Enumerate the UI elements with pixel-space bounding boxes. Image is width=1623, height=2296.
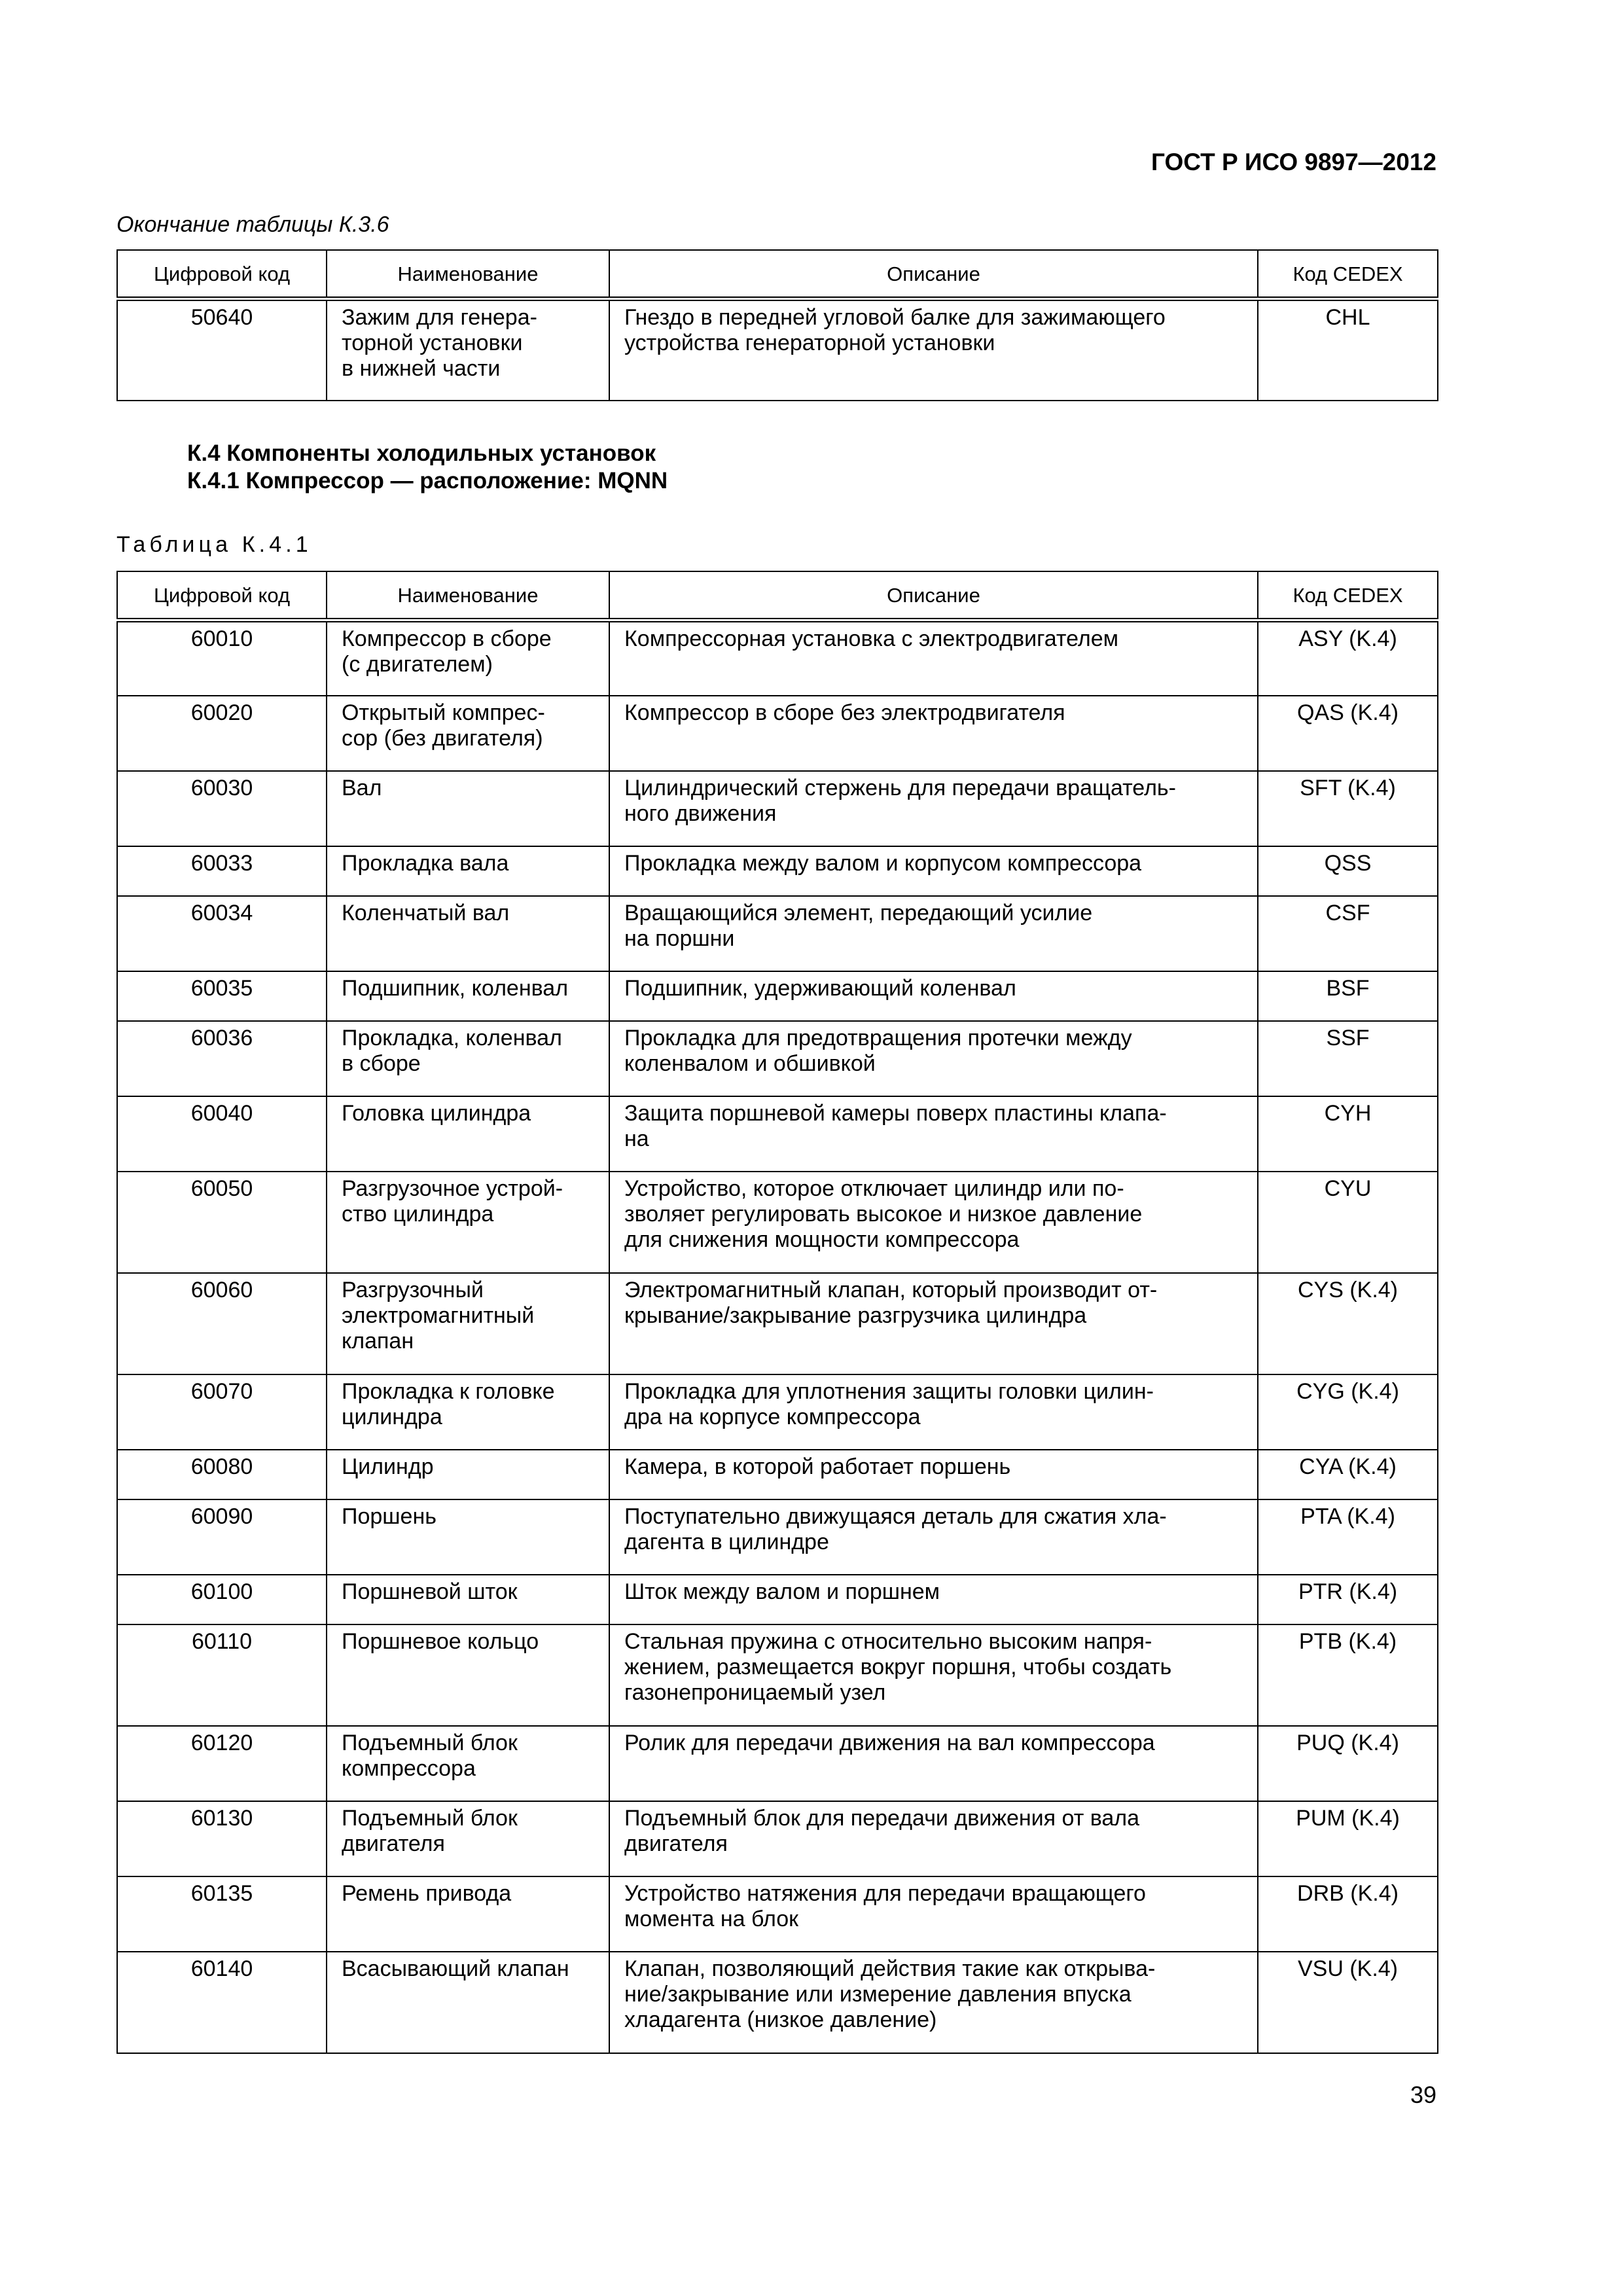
- name-line: цилиндра: [342, 1404, 442, 1429]
- cell-cedex: DRB (K.4): [1258, 1876, 1438, 1952]
- cell-cedex: PTR (K.4): [1258, 1575, 1438, 1624]
- description-line: крывание/закрывание разгрузчика цилиндра: [624, 1302, 1087, 1328]
- cell-description: [609, 696, 1258, 771]
- column-header-description: Описание: [609, 571, 1258, 620]
- name-line: Ремень привода: [342, 1880, 512, 1906]
- name-line: Разгрузочное устрой-: [342, 1175, 563, 1201]
- description-line: двигателя: [624, 1831, 728, 1856]
- description-line: Электромагнитный клапан, который производит от-: [624, 1277, 1158, 1302]
- cell-name: [327, 299, 609, 401]
- cell-cedex: PUM (K.4): [1258, 1801, 1438, 1876]
- name-line: Компрессор в сборе: [342, 626, 552, 651]
- cell-code: 60033: [117, 846, 327, 896]
- description-line: Прокладка между валом и корпусом компрессора: [624, 850, 1142, 876]
- name-line: Зажим для генера-: [342, 305, 537, 330]
- name-line: Поршень: [342, 1503, 437, 1529]
- cell-name: [327, 771, 609, 846]
- cell-code: 60090: [117, 1499, 327, 1575]
- table-row: [117, 1021, 1438, 1096]
- cell-code: 60036: [117, 1021, 327, 1096]
- column-header-code: Цифровой код: [117, 571, 327, 620]
- cell-name: [327, 1801, 609, 1876]
- cell-description: [609, 971, 1258, 1021]
- description-line: газонепроницаемый узел: [624, 1679, 886, 1705]
- table-row: [117, 1096, 1438, 1172]
- table-row: [117, 846, 1438, 896]
- cell-cedex: CYH: [1258, 1096, 1438, 1172]
- name-line: Открытый компрес-: [342, 700, 545, 725]
- name-line: в нижней части: [342, 356, 501, 381]
- cell-description: [609, 620, 1258, 696]
- section-heading: [187, 440, 668, 495]
- cell-code: 60050: [117, 1172, 327, 1273]
- cell-cedex: CYG (K.4): [1258, 1374, 1438, 1450]
- cell-cedex: CYU: [1258, 1172, 1438, 1273]
- cell-cedex: CHL: [1258, 299, 1438, 401]
- description-line: зволяет регулировать высокое и низкое давление: [624, 1201, 1143, 1227]
- column-header-cedex: Код CEDEX: [1258, 571, 1438, 620]
- table-row: [117, 1726, 1438, 1801]
- cell-name: [327, 896, 609, 971]
- cell-name: [327, 1096, 609, 1172]
- cell-description: [609, 1952, 1258, 2053]
- cell-cedex: SSF: [1258, 1021, 1438, 1096]
- cell-code: 60110: [117, 1624, 327, 1726]
- cell-description: [609, 1801, 1258, 1876]
- name-line: Прокладка вала: [342, 850, 509, 876]
- cell-description: [609, 1876, 1258, 1952]
- cell-code: 60010: [117, 620, 327, 696]
- cell-description: [609, 1021, 1258, 1096]
- description-line: Вращающийся элемент, передающий усилие: [624, 900, 1093, 925]
- table-row: [117, 1952, 1438, 2053]
- cell-cedex: CSF: [1258, 896, 1438, 971]
- name-line: двигателя: [342, 1831, 445, 1856]
- section-heading-k41: К.4.1 Компрессор — расположение: MQNN: [187, 468, 668, 493]
- name-line: торной установки: [342, 331, 523, 355]
- table-row: [117, 1624, 1438, 1726]
- table-row: [117, 1876, 1438, 1952]
- cell-name: [327, 1374, 609, 1450]
- description-line: Цилиндрический стержень для передачи вращатель-: [624, 775, 1176, 800]
- cell-description: [609, 1096, 1258, 1172]
- cell-cedex: QAS (K.4): [1258, 696, 1438, 771]
- name-line: Головка цилиндра: [342, 1100, 531, 1126]
- description-line: хладагента (низкое давление): [624, 2007, 937, 2032]
- column-header-code: Цифровой код: [117, 250, 327, 299]
- name-line: Всасывающий клапан: [342, 1956, 569, 1981]
- cell-code: 60130: [117, 1801, 327, 1876]
- table-row: [117, 1374, 1438, 1450]
- table-row: [117, 620, 1438, 696]
- cell-code: 60040: [117, 1096, 327, 1172]
- cell-cedex: CYA (K.4): [1258, 1450, 1438, 1499]
- cell-cedex: CYS (K.4): [1258, 1273, 1438, 1374]
- table-row: [117, 1273, 1438, 1374]
- table-k41: [116, 571, 1438, 2054]
- cell-name: [327, 971, 609, 1021]
- name-line: Разгрузочный: [342, 1277, 484, 1302]
- cell-name: [327, 620, 609, 696]
- cell-cedex: PUQ (K.4): [1258, 1726, 1438, 1801]
- name-line: ство цилиндра: [342, 1201, 494, 1227]
- name-line: сор (без двигателя): [342, 725, 543, 751]
- table-row: [117, 771, 1438, 846]
- cell-description: [609, 1374, 1258, 1450]
- cell-code: 60035: [117, 971, 327, 1021]
- name-line: Поршневое кольцо: [342, 1628, 539, 1654]
- description-line: ного движения: [624, 800, 777, 826]
- table-header-row: [117, 571, 1438, 620]
- cell-name: [327, 1575, 609, 1624]
- description-line: дра на корпусе компрессора: [624, 1404, 921, 1429]
- name-line: Цилиндр: [342, 1454, 434, 1479]
- name-line: электромагнитный: [342, 1302, 535, 1328]
- table-row: [117, 299, 1438, 401]
- table-row: [117, 896, 1438, 971]
- table-continuation-caption: Окончание таблицы К.3.6: [116, 212, 389, 237]
- cell-cedex: VSU (K.4): [1258, 1952, 1438, 2053]
- description-line: коленвалом и обшивкой: [624, 1050, 876, 1076]
- cell-code: 60120: [117, 1726, 327, 1801]
- cell-name: [327, 1021, 609, 1096]
- description-line: дагента в цилиндре: [624, 1529, 829, 1554]
- cell-code: 60100: [117, 1575, 327, 1624]
- cell-description: [609, 1273, 1258, 1374]
- table-row: [117, 971, 1438, 1021]
- cell-description: [609, 1499, 1258, 1575]
- cell-description: [609, 896, 1258, 971]
- cell-name: [327, 1172, 609, 1273]
- cell-description: [609, 1624, 1258, 1726]
- name-line: Поршневой шток: [342, 1579, 518, 1604]
- cell-code: 60140: [117, 1952, 327, 2053]
- cell-name: [327, 1273, 609, 1374]
- description-line: на поршни: [624, 925, 735, 951]
- description-line: на: [624, 1126, 649, 1151]
- cell-name: [327, 1952, 609, 2053]
- cell-name: [327, 1624, 609, 1726]
- column-header-name: Наименование: [327, 571, 609, 620]
- cell-cedex: BSF: [1258, 971, 1438, 1021]
- cell-cedex: PTA (K.4): [1258, 1499, 1438, 1575]
- column-header-name: Наименование: [327, 250, 609, 299]
- cell-description: [609, 1575, 1258, 1624]
- name-line: Вал: [342, 775, 382, 800]
- table-row: [117, 696, 1438, 771]
- cell-name: [327, 696, 609, 771]
- standard-designation: ГОСТ Р ИСО 9897—2012: [1151, 149, 1436, 175]
- description-line: Прокладка для предотвращения протечки между: [624, 1025, 1132, 1050]
- cell-description: [609, 299, 1258, 401]
- description-line: для снижения мощности компрессора: [624, 1227, 1020, 1252]
- cell-code: 60135: [117, 1876, 327, 1952]
- description-line: Защита поршневой камеры поверх пластины клапа-: [624, 1100, 1167, 1126]
- name-line: компрессора: [342, 1755, 476, 1781]
- cell-cedex: PTB (K.4): [1258, 1624, 1438, 1726]
- name-line: (с двигателем): [342, 652, 493, 677]
- cell-cedex: SFT (K.4): [1258, 771, 1438, 846]
- description-line: Гнездо в передней угловой балке для зажимающего: [624, 305, 1166, 330]
- cell-code: 60020: [117, 696, 327, 771]
- description-line: Подъемный блок для передачи движения от вала: [624, 1805, 1140, 1831]
- cell-name: [327, 1876, 609, 1952]
- cell-description: [609, 1726, 1258, 1801]
- table-row: [117, 1172, 1438, 1273]
- description-line: Клапан, позволяющий действия такие как открыва-: [624, 1956, 1156, 1981]
- description-line: ние/закрывание или измерение давления впуска: [624, 1981, 1132, 2007]
- description-line: Камера, в которой работает поршень: [624, 1454, 1011, 1479]
- cell-name: [327, 1726, 609, 1801]
- cell-name: [327, 846, 609, 896]
- description-line: Устройство, которое отключает цилиндр или по-: [624, 1175, 1124, 1201]
- table-row: [117, 1575, 1438, 1624]
- cell-code: 60060: [117, 1273, 327, 1374]
- cell-description: [609, 1450, 1258, 1499]
- name-line: Коленчатый вал: [342, 900, 510, 925]
- description-line: Компрессорная установка с электродвигателем: [624, 626, 1119, 651]
- name-line: в сборе: [342, 1050, 421, 1076]
- name-line: Прокладка, коленвал: [342, 1025, 562, 1050]
- cell-description: [609, 846, 1258, 896]
- cell-name: [327, 1450, 609, 1499]
- column-header-description: Описание: [609, 250, 1258, 299]
- name-line: клапан: [342, 1328, 414, 1354]
- description-line: Ролик для передачи движения на вал компрессора: [624, 1730, 1155, 1755]
- cell-description: [609, 1172, 1258, 1273]
- page-number: 39: [1410, 2081, 1436, 2108]
- description-line: Компрессор в сборе без электродвигателя: [624, 700, 1065, 725]
- description-line: Поступательно движущаяся деталь для сжатия хла-: [624, 1503, 1167, 1529]
- table-row: [117, 1499, 1438, 1575]
- cell-cedex: QSS: [1258, 846, 1438, 896]
- cell-code: 60070: [117, 1374, 327, 1450]
- description-line: Устройство натяжения для передачи вращающего: [624, 1880, 1146, 1906]
- cell-code: 60034: [117, 896, 327, 971]
- name-line: Подъемный блок: [342, 1805, 518, 1831]
- table-row: [117, 1801, 1438, 1876]
- table-caption: Таблица К.4.1: [116, 532, 312, 557]
- description-line: Стальная пружина с относительно высоким напря-: [624, 1628, 1152, 1654]
- description-line: Подшипник, удерживающий коленвал: [624, 975, 1016, 1001]
- description-line: момента на блок: [624, 1906, 798, 1931]
- cell-cedex: ASY (K.4): [1258, 620, 1438, 696]
- section-heading-k4: К.4 Компоненты холодильных установок: [187, 440, 656, 466]
- description-line: жением, размещается вокруг поршня, чтобы создать: [624, 1654, 1172, 1679]
- description-line: устройства генераторной установки: [624, 331, 995, 355]
- description-line: Шток между валом и поршнем: [624, 1579, 940, 1604]
- table-header-row: [117, 250, 1438, 299]
- name-line: Подшипник, коленвал: [342, 975, 569, 1001]
- description-line: Прокладка для уплотнения защиты головки цилин-: [624, 1378, 1154, 1404]
- cell-code: 60030: [117, 771, 327, 846]
- name-line: Подъемный блок: [342, 1730, 518, 1755]
- cell-code: 50640: [117, 299, 327, 401]
- name-line: Прокладка к головке: [342, 1378, 555, 1404]
- column-header-cedex: Код CEDEX: [1258, 250, 1438, 299]
- cell-description: [609, 771, 1258, 846]
- cell-name: [327, 1499, 609, 1575]
- table-row: [117, 1450, 1438, 1499]
- cell-code: 60080: [117, 1450, 327, 1499]
- table-k36-end: [116, 249, 1438, 401]
